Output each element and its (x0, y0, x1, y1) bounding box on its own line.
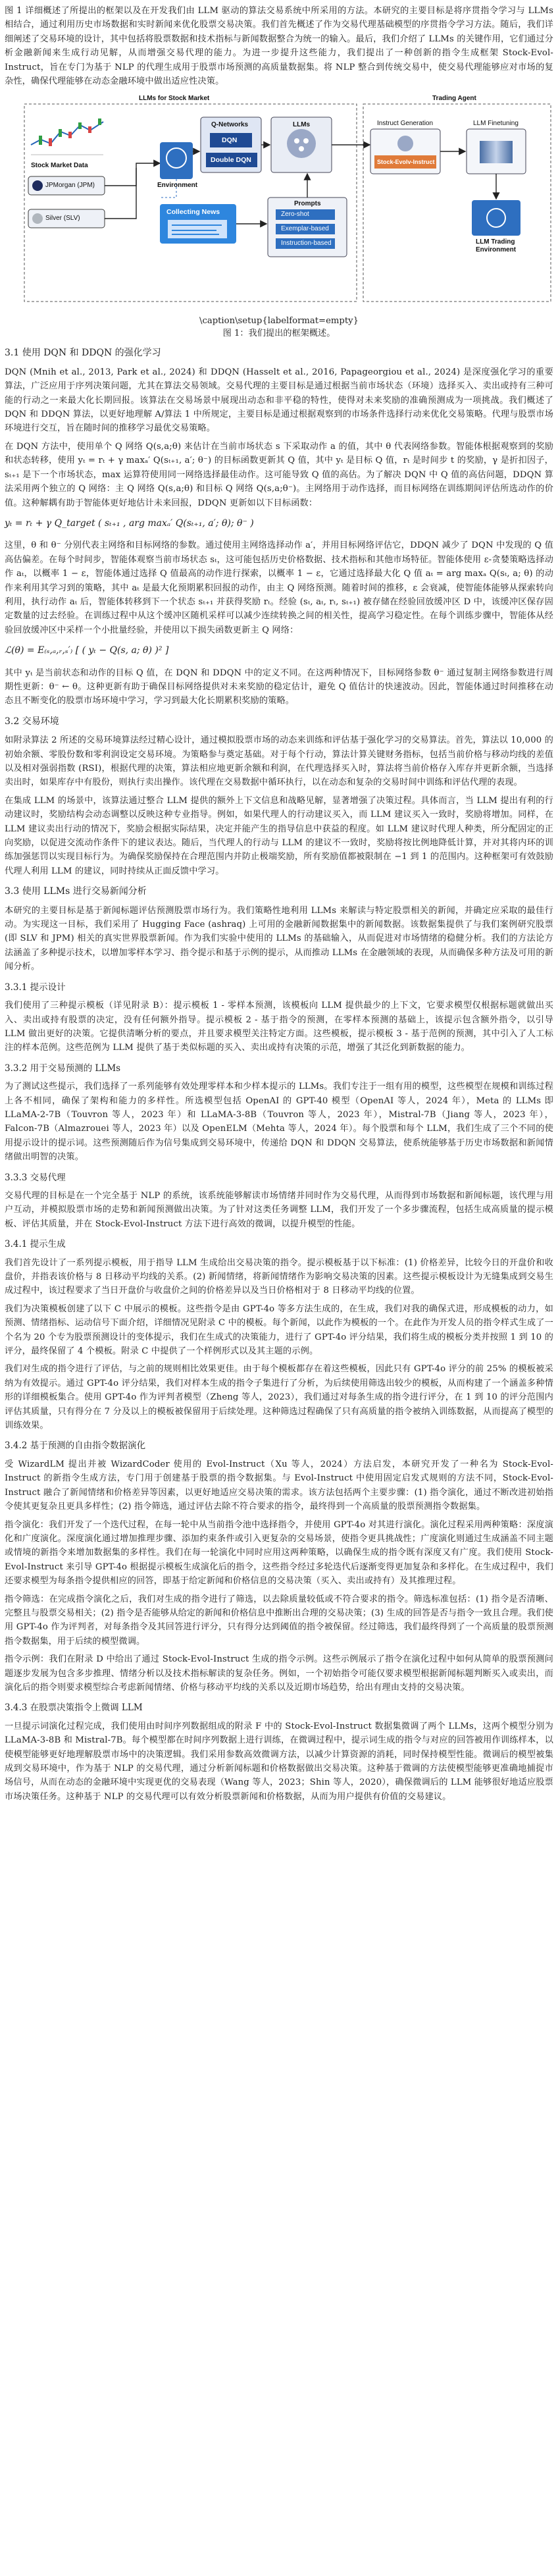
environment-label: Environment (157, 182, 198, 190)
section-3-4-2-p2: 指令演化：我们开发了一个迭代过程，在每一轮中从当前指令池中选择指令，并使用 GPT-4o 对其进行演化。演化过程采用两种策略：深度演化和广度演化。深度演化通过增加推理步骤、添加约束条件或引入更复杂的交易场景，使指令更具挑战性；广度演化则通过生成涵盖不同主题或情境的新指令来增加数据集的多样性。我们在每一轮演化中同时应用这两种策略，以确保生成的指令既有深度又有广度。我们使用 Stock-Evol-Instruct 来引导 GPT-4o 根据提示模板生成演化后的指令，这些指令经过多轮迭代后逐渐变得更加复杂和多样化。在生成过程中，我们还要求模型为每条指令提供相应的回答，即基于给定新闻和价格信息的交易决策（买入、卖出或持有）及其推理过程。 (5, 1519, 553, 1587)
section-3-2-p2: 在集成 LLM 的场景中，该算法通过整合 LLM 提供的额外上下文信息和战略见解，显著增强了决策过程。具体而言，当 LLM 提出有利的行动建议时，奖励结构会动态调整以反映这种专业指导。例如，如果代理人的行动建议买入，而 LLM 建议买入一致时，奖励将增加。同样，在 LLM 建议卖出行动的情况下，奖励会根据实际结果，决定并能产生的指导信息中获益的程度。如 LLM 建议时代理人种类，所分配固定的正向奖励，以促进交流动作条件下的建议表达。随后，当代理人的行动与 LLM 的建议不一致时，奖励将按比例地降低计算，并对其将内环的训练加强惩罚以实现目标行为。为确保奖励保持在合理范围内并防止极端奖励，所有奖励值都被限制在 −1 到 1 的范围内。这种框架可有效鼓励代理人利用 LLM 的建议，同时持续从正面反馈中学习。 (5, 795, 553, 876)
section-3-4-1-p3: 我们对生成的指令进行了评估，与之前的规则相比效果更佳。由于每个模板都存在着这些模板，因此只有 GPT-4o 评分的前 25% 的模板被采纳为有效提示。通过 GPT-4o 评分结果，我们对样本生成的指令子集进行了分析，为后续使用筛选出较少的模板，从而构建了一个涵盖多种情形的详细模板集合。使用 GPT-4o 作为评判者模型（Zheng 等人，2023），我们通过对每条生成的指令进行评分，在 1 到 10 的评分范围内评估其质量，只有得分在 7 分及以上的模板被保留用于后续处理。这种筛选过程确保了只有高质量的指令被纳入训练数据，从而提高了模型的训练效果。 (5, 1364, 553, 1431)
figure-title-left: LLMs for Stock Market (139, 95, 210, 103)
section-3-3-3-p: 交易代理的目标是在一个完全基于 NLP 的系统，该系统能够解读市场情绪并同时作为交易代理，从而得到市场数据和新闻标题，该代理与用户互动，并模拟股票市场的走势和新闻预测做出决策。为了针对这类任务调整 LLM，我们开发了一个多步骤流程，包括生成高质量的提示模板、评估其质量，并在 Stock-Evol-Instruct 方法下进行高效的微调，以提升模型的性能。 (5, 1190, 553, 1229)
llm-trading-label: LLM Trading (476, 238, 515, 246)
section-3-4-1-p2: 我们为决策模板创建了以下 C 中展示的模板。这些指令是由 GPT-4o 等多方法生成的，在生成，我们对我的确保式进，形成模板的动力，如预测、情绪指标、运动信号下面介绍，详细情况见附录 C 中的模板。每个新闻，以此作为模板的一个。在此作为开发人员的指令样式生成了一个名为 20 个专为股票预测设计的变体提示，我们在生成式的决策能力，进行了 GPT-4o 评分结果，我们将生成的模板分类并按照 1 到 10 的评分，最终保留了 4 个模板。附录 C 中提供了一个样例形式以及其主题的示例。 (5, 1303, 553, 1357)
double-dqn-label: Double DQN (211, 156, 251, 165)
stock-market-data-label: Stock Market Data (31, 162, 88, 170)
llm-trading-env-label: Environment (476, 246, 517, 254)
section-3-4-3-p1: 一旦提示词演化过程完成，我们使用由时间序列数据组成的附录 F 中的 Stock-Evol-Instruct 数据集微调了两个 LLMs，这两个模型分别为 LLaMA-3-8B 和 Mistral-7B。每个模型都在时间序列数据上进行训练，在微调过程中，提示词生成的指令与对应的回答被用作训练样本，以使模型能够更好地理解股票市场中的决策逻辑。我们采用参数高效微调方法，以减少计算资源的消耗，同时保持模型性能。微调后的模型被集成到交易环境中，作为基于 NLP 的交易代理，通过分析新闻标题和价格数据做出交易决策。这种基于微调的方法使模型能够更准确地捕捉市场信号，从而在动态的金融环境中实现更优的交易表现（Wang 等人，2023；Shin 等人，2020），确保微调后的 LLM 能够很好地适应股票市场决策任务。这种基于 NLP 的交易代理可以有效分析股票新闻和价格数据，从而为用户提供有价值的交易建议。 (5, 1721, 553, 1802)
section-3-4-2-p1: 受 WizardLM 提出并被 WizardCoder 使用的 Evol-Instruct（Xu 等人，2024）方法启发，本研究开发了一种名为 Stock-Evol-Instruct 的新指令生成方法，专门用于创建基于股票的指令数据集。与 Evol-Instruct 中使用固定启发式规则的方法不同，Stock-Evol-Instruct 融合了新闻情绪和价格差异等因素，以更好地适应交易决策的需求。该方法包括两个主要步骤：(1) 指令演化，通过不断改进初始指令使其更复杂且更具多样性；(2) 指令筛选，通过评估去除不符合要求的指令，最终得到一个高质量的股票预测指令数据集。 (5, 1459, 553, 1512)
section-3-4-2-p4: 指令示例：我们在附录 D 中给出了通过 Stock-Evol-Instruct 生成的指令示例。这些示例展示了指令在演化过程中如何从简单的股票预测问题逐步发展为包含多步推理、情绪分析以及技术指标解读的复杂任务。例如，一个初始指令可能仅要求模型根据新闻标题判断买入或卖出，而演化后的指令则要求模型综合考虑新闻情绪、价格与移动平均线的关系以及近期市场趋势，给出有理由支持的交易决策。 (5, 1654, 553, 1693)
llms-label: LLMs (293, 121, 311, 129)
section-3-1-heading: 3.1 使用 DQN 和 DDQN 的强化学习 (5, 348, 161, 359)
section-3-1-p1: DQN (Mnih et al., 2013, Park et al., 2024) 和 DDQN (Hasselt et al., 2016, Papageorgiou et al., 2024) 是深度强化学习的重要算法，广泛应用于序列决策问题，尤其在算法交易领域。交易代理的主要目标是通过根据当前市场状态（环境）选择买入、卖出或持有三种可能的行动之一来最大化长期回报。该算法在交易场景中展现出动态和非平稳的特性，使得对未来奖励的准确预测成为一项挑战。我们概述了 DQN 和 DDQN 算法，以更好地理解 A/算法 1 中所规定，主要目标是通过根据观察到的市场条件选择行动来优化交易策略。代理与股票市场环境进行交互，旨在随时间的推移学习最优交易策略。 (5, 367, 553, 434)
instruction-based-label: Instruction-based (281, 240, 332, 248)
section-3-3-2-heading: 3.3.2 用于交易预测的 LLMs (5, 1063, 121, 1074)
section-3-4-2-heading: 3.4.2 基于预测的自由指令数据演化 (5, 1440, 146, 1452)
prompts-label: Prompts (294, 200, 321, 208)
section-3-3-heading: 3.3 使用 LLMs 进行交易新闻分析 (5, 886, 147, 897)
section-3-3-p1: 本研究的主要目标是基于新闻标题评估预测股票市场行为。我们策略性地利用 LLMs 来解读与特定股票相关的新闻，并确定应采取的最佳行动。为实现这一目标，我们采用了 Hugging Face (ashraq) 上可用的金融新闻数据集中的新闻数据。该数据集提供了与我们案例研究股票 (即 SLV 和 JPM) 相关的真实世界股票新闻。作为我们实验中使用的 LLMs 的基础输入，从而促进对市场情绪的稳健分析。我们的方法论方法涵盖了多种提示技术，以增加零样本学习、指令提示和基于示例的提示，从而推动 LLMs 在金融领域的表现，从而确保多种方法及可用的新闻分析。 (5, 905, 553, 972)
gear-icon (397, 136, 413, 151)
collecting-news-label: Collecting News (166, 208, 220, 217)
news-icon (168, 220, 227, 238)
caption-line-1: \caption\setup{labelformat=empty} (199, 316, 359, 327)
paper-page (5, 4, 553, 1808)
candlestick-icon (31, 118, 103, 155)
llm-finetuning-label: LLM Finetuning (473, 120, 519, 128)
figure-title-right: Trading Agent (432, 95, 476, 103)
instruct-generation-label: Instruct Generation (377, 120, 434, 128)
stock-evolv-instruct-label: Stock-Evolv-Instruct (377, 159, 435, 166)
section-3-4-1-p1: 我们首先设计了一系列提示模板，用于指导 LLM 生成给出交易决策的指令。提示模板基于以下标准：(1) 价格差异，比较今日的开盘价和收盘价，并指表该价格与 8 日移动平均线的关系。(2) 新闻情绪，将新闻情绪作为影响交易决策的因素。这些提示模板设计为无缝集成到交易生成过程中，该过程要求了当日开盘价与收盘价之间的价格差异以及当日价格相对于 8 日移动平均线的位置。 (5, 1257, 553, 1296)
database-icon (480, 141, 513, 163)
intro-paragraph: 图 1 详细概述了所提出的框架以及在开发我们由 LLM 驱动的算法交易系统中所采用的方法。本研究的主要目标是将序贯指令学习与 LLMs 相结合，通过利用历史市场数据和实时新闻来优化股票交易决策。我们首先概述了作为交易代理基础模型的序贯指令学习方法。随后，我们详细阐述了交易环境的设计，其中包括将股票数据和技术指标与新闻数据整合为统一的输入。最后，我们介绍了 LLMs 的关键作用，它们通过分析金融新闻来生成行动见解，从而增强交易代理的能力。为进一步提升这些能力，我们提出了一种创新的指令生成框架 Stock-Evol-Instruct，旨在专门为基于 NLP 的代理生成用于股票市场预测的高质量数据集。将 NLP 整合到传统交易中，使交易代理能够应对市场的复杂性，确保代理能够在动态金融环境中做出适应性决策。 (5, 6, 553, 87)
section-3-3-2-p: 为了测试这些提示，我们选择了一系列能够有效处理零样本和少样本提示的 LLMs。我们专注于一组有用的模型，这些模型在规模和训练过程上各不相同，确保了架构和能力的多样性。所选模型包括 OpenAI 的 GPT-40 模型（OpenAI 等人，2024 年），Meta 的 LLMs 即 LLaMA-2-7B（Touvron 等人，2023 年）和 LLaMA-3-8B（Touvron 等人，2023 年），Mistral-7B（Jiang 等人，2023 年），Falcon-7B（Almazrouei 等人，2023 年）以及 OpenELM（Mehta 等人，2024 年）。每个股票和每个 LLM，我们生成了三个不同的使用提示设计的提示词。这些预测随后作为信号集成到交易环境中，传递给 DQN 和 DDQN 交易算法，使系统能够基于历史市场数据和新闻情绪做出明智的决策。 (5, 1082, 553, 1163)
section-3-4-2-p3: 指令筛选：在完成指令演化之后，我们对生成的指令进行了筛选，以去除质量较低或不符合要求的指令。筛选标准包括：(1) 指令是否清晰、完整且与股票交易相关；(2) 指令是否能够从给定的新闻和价格信息中推断出合理的交易决策；(3) 生成的回答是否与指令一致且合理。我们使用 GPT-4o 作为评判者，对每条指令及其回答进行评分，只有得分达到阈值的指令被保留。经过筛选，我们最终得到了一个高质量的股票预测指令数据集，用于后续的模型微调。 (5, 1594, 553, 1646)
caption-line-2: 图 1：我们提出的框架概述。 (222, 329, 336, 339)
section-3-3-1-heading: 3.3.1 提示设计 (5, 982, 66, 993)
figure-caption (5, 315, 553, 340)
section-3-4-1-heading: 3.4.1 提示生成 (5, 1239, 66, 1250)
zero-shot-label: Zero-shot (281, 211, 309, 219)
llm-trading-icon (472, 200, 520, 236)
figure-svg (5, 92, 553, 311)
section-3-2-p1: 如附录算法 2 所述的交易环境算法经过精心设计，通过模拟股票市场的动态来训练和评估基于强化学习的交易算法。首先，算法以 10,000 的初始余额、零股份数和零利润设定交易环境。为策略参与奠定基础。对于每个行动，算法计算关键财务指标，包括当前价格与移动均线的差值以及相对强弱指数 (RSI)，根据代理的决策，算法相应地更新余额和利润，在代理选择买入时，算法将当前价格存入库存并更新余额，当选择卖出时，如果库存中有股份，则执行卖出操作。该代理在交易数据中循环执行，以在动态和复杂的交易时间中训练和评估代理的表现。 (5, 735, 553, 788)
jpm-label: JPMorgan (JPM) (45, 182, 95, 190)
section-3-1-p4: 其中 yₜ 是当前状态和动作的目标 Q 值，在 DQN 和 DDQN 中的定义不同。在这两种情况下，目标网络参数 θ⁻ 通过复制主网络参数进行周期性更新：θ⁻ ← θ。这种更新有助于确保目标网络提供对未来奖励的稳定估计，避免 Q 值估计的快速波动。因此，智能体通过时间推移在动态且不断变化的股票市场环境中学习，学习到最大化长期累积奖励的策略。 (5, 668, 553, 706)
equation-loss: ℒ(θ) = E₍ₛ,ₐ,ᵣ,ₛ′₎ [ ( yₜ − Q(s, a; θ) )² ] (5, 645, 169, 656)
llm-brain-icon (287, 129, 316, 158)
dqn-label: DQN (222, 136, 238, 145)
section-3-1-p2: 在 DQN 方法中，使用单个 Q 网络 Q(s,a;θ) 来估计在当前市场状态 s 下采取动作 a 的值，其中 θ 代表网络参数。智能体根据观察到的奖励和状态转移，使用 yₜ = rₜ + γ maxₐ′ Q(sₜ₊₁, a′; θ⁻) 的目标函数更新其 Q 值，其中 yₜ 是目标 Q 值，rₜ 是时间步 t 的奖励，γ 是折扣因子，sₜ₊₁ 是下一个市场状态，max 运算符使用同一网络选择最佳动作。这可能导致 Q 值的高估。为了解决 DQN 中 Q 值的高估问题，DDQN 算法采用两个独立的 Q 网络：主 Q 网络 Q(s,a;θ) 和目标 Q 网络 Q(s,a;θ⁻)。主网络用于动作选择，而目标网络在训练期间评估所选动作的价值。这种解耦有助于智能体更好地估计未来回报，DDQN 更新如以下目标函数： (5, 441, 553, 508)
jpm-logo-icon (32, 180, 43, 191)
section-3-4-3-heading: 3.4.3 在股票决策指令上微调 LLM (5, 1702, 143, 1714)
silver-coin-icon (32, 213, 43, 224)
slv-label: Silver (SLV) (45, 215, 80, 223)
framework-figure (5, 92, 553, 311)
section-3-3-3-heading: 3.3.3 交易代理 (5, 1172, 66, 1183)
section-3-2-heading: 3.2 交易环境 (5, 716, 59, 727)
section-3-3-1-p: 我们使用了三种提示模板（详见附录 B）：提示模板 1 - 零样本预测，该模板向 LLM 提供最少的上下文，它要求模型仅根据标题就做出买入、卖出或持有股票的决定，没有任何额外指导。提示模板 2 - 基于指令的预测，在零样本预测的基础上，该提示包含额外指令，以引导 LLM 做出更好的决策。它提供清晰分析的要点，并且要求模型关注特定方面。这些模板，提示模板 3 - 基于范例的预测，其中引入了人工标注的样本范例。这些范例为 LLM 提供了基于类似标题的买入、卖出或持有决策的示范，增强了其泛化到新数据的能力。 (5, 1001, 553, 1053)
q-networks-label: Q-Networks (211, 121, 249, 129)
exemplar-based-label: Exemplar-based (281, 225, 329, 233)
section-3-1-p3: 这里，θ 和 θ⁻ 分别代表主网络和目标网络的参数。通过使用主网络选择动作 a′，并用目标网络评估它，DDQN 减少了 DQN 中发现的 Q 值高估偏差。在每个时间步，智能体观察当前市场状态 sₜ，这可能包括历史价格数据、技术指标和其他市场特征。智能体使用 ε-贪婪策略选择动作 aₜ，以概率 1 − ε，智能体通过选择 Q 值最高的动作进行探索，以概率 1 − ε，它通过选择最大化 Q 值 aₜ = arg maxₐ Q(sₜ, a; θ) 的动作来利用其学习到的策略，其中 aₜ 是最大化预期累积回报的动作，由主 Q 网络预测。随着时间的推移，ε 会衰减，使智能体能够从探索转向利用，执行动作 aₜ 后，智能体转移到下一个状态 sₜ₊₁ 并获得奖励 rₜ。经验 (sₜ, aₜ, rₜ, sₜ₊₁) 被存储在经验回放缓冲区 D 中，该缓冲区保存固定数量的过去经验。在训练过程中从这个缓冲区随机采样可以减少连续转换之间的相关性，提高学习稳定性。在每个训练步骤中，智能体从经验回放缓冲区中采样一个小批量经验，并使用以下损失函数更新主 Q 网络： (5, 540, 553, 635)
equation-ddqn-target: yₜ = rₜ + γ Q_target ( sₜ₊₁ , arg maxₐ′ Q(sₜ₊₁, a′; θ); θ⁻ ) (5, 517, 254, 529)
